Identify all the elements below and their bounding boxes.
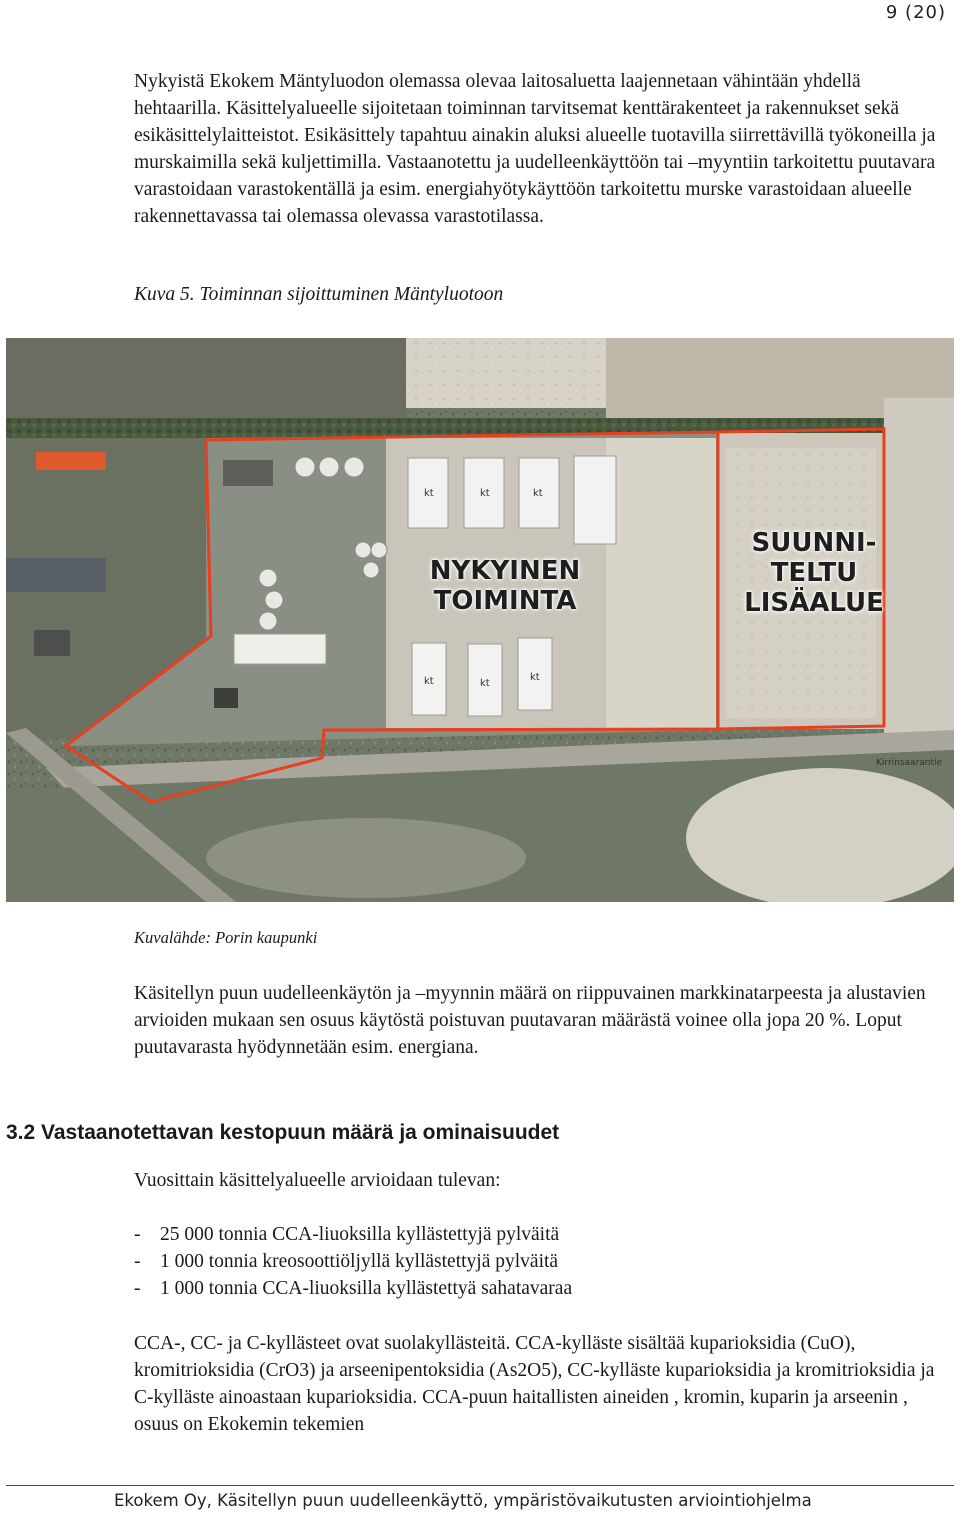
building-tag: kt [424, 488, 434, 499]
building-tag: kt [533, 488, 543, 499]
page-number: 9 (20) [885, 2, 946, 23]
intro-paragraph: Nykyistä Ekokem Mäntyluodon olemassa olevaa laitosaluetta laajennetaan vähintään yhdellä hehtaarilla. Käsittelyalueelle sijoitetaan toiminnan tarvitsemat kenttärakenteet ja rakennukset sekä esikäsittelylaitteistot. Esikäsittely tapahtuu ainakin aluksi alueelle tuotavilla siirrettävillä työkoneilla ja murskaimilla sekä kuljettimilla. Vastaanotettu ja uudelleenkäyttöön tai –myyntiin tarkoitettu puutavara varastoidaan varastokentällä ja esim. energiahyötykäyttöön tarkoitettu murske varastoidaan alueelle rakennettavassa tai olemassa olevassa varastotilassa. [134, 71, 936, 227]
section-heading: 3.2 Vastaanotettavan kestopuun määrä ja ominaisuudet [6, 1121, 560, 1144]
page-footer: Ekokem Oy, Käsitellyn puun uudelleenkäyttö, ympäristövaikutusten arviointiohjelma [114, 1491, 812, 1510]
building-tag: kt [530, 672, 540, 683]
reuse-paragraph: Käsitellyn puun uudelleenkäytön ja –myynnin määrä on riippuvainen markkinatarpeesta ja alustavien arvioiden mukaan sen osuus käytöstä poistuvan puutavaran määrästä voinee olla jopa 20 %. Loput puutavarasta hyödynnetään esim. energiana. [134, 983, 926, 1058]
aerial-photo [6, 338, 954, 902]
current-operations-label: NYKYINEN TOIMINTA [429, 556, 581, 616]
footer-divider [6, 1485, 954, 1486]
figure-source: Kuvalähde: Porin kaupunki [134, 928, 318, 947]
list-item: - 1 000 tonnia CCA-liuoksilla kyllästettyä sahatavaraa [134, 1278, 573, 1299]
cca-paragraph: CCA-, CC- ja C-kyllästeet ovat suolakyllästeitä. CCA-kylläste sisältää kuparioksidia (CuO), kromitrioksidia (CrO3) ja arseenipentoksidia (As2O5), CC-kylläste kuparioksidia ja kromitrioksidia ja C-kylläste ainoastaan kuparioksidia. CCA-puun haitallisten aineiden , kromin, kuparin ja arseenin , osuus on Ekokemin tekemien [134, 1333, 935, 1435]
building-tag: kt [424, 676, 434, 687]
figure-caption: Kuva 5. Toiminnan sijoittuminen Mäntyluotoon [134, 284, 504, 305]
list-item: - 1 000 tonnia kreosoottiöljyllä kyllästettyjä pylväitä [134, 1251, 559, 1272]
building-tag: kt [480, 488, 490, 499]
building-tag: kt [480, 678, 490, 689]
list-item: - 25 000 tonnia CCA-liuoksilla kyllästettyjä pylväitä [134, 1224, 560, 1245]
aerial-photo-drawing [6, 338, 954, 902]
annual-quantity-list [134, 1221, 572, 1302]
annual-intro: Vuosittain käsittelyalueelle arvioidaan tulevan: [134, 1170, 501, 1191]
planned-extension-label: SUUNNI- TELTU LISÄALUE [744, 528, 884, 618]
road-name-label: Kirrinsaarantie [876, 758, 943, 768]
